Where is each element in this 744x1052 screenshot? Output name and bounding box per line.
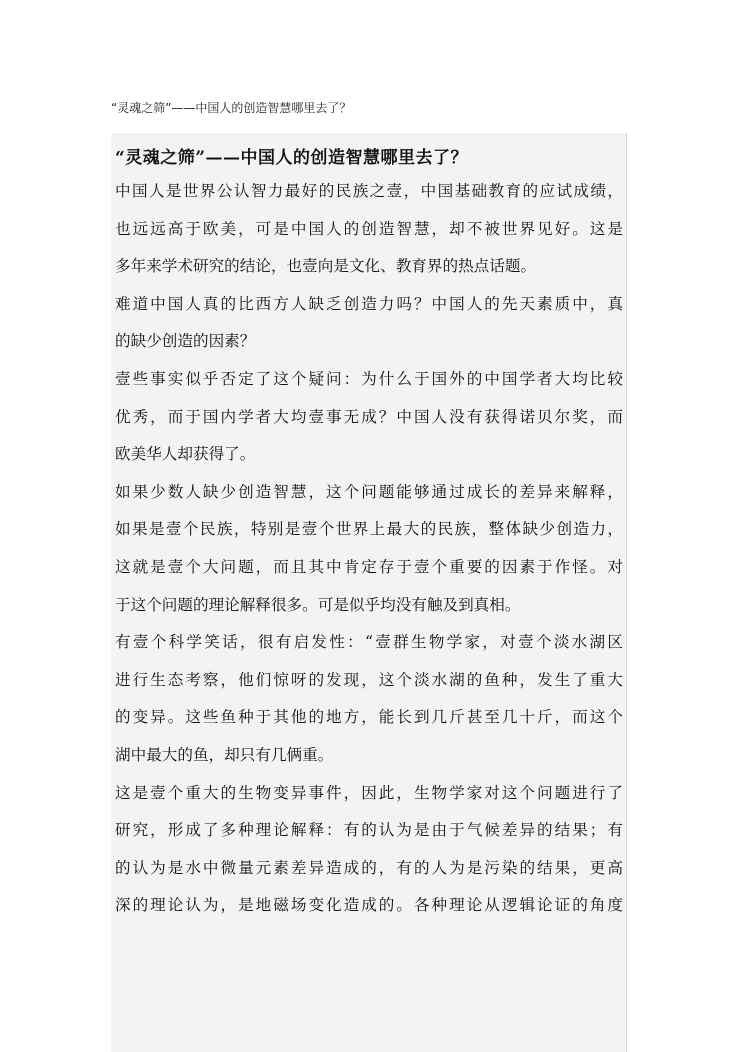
body-line: 多年来学术研究的结论，也壹向是文化、教育界的热点话题。 [115,257,537,276]
body-line: 也远远高于欧美，可是中国人的创造智慧，却不被世界见好。这是 [115,219,623,238]
body-line: 欧美华人却获得了。 [115,445,256,464]
article-container [111,133,627,1052]
body-line: 的缺少创造的因素？ [115,332,256,351]
body-line: 如果是壹个民族，特别是壹个世界上最大的民族，整体缺少创造力， [115,520,623,539]
body-line: 有壹个科学笑话，很有启发性：“壹群生物学家，对壹个淡水湖区 [115,633,623,652]
body-line: 这就是壹个大问题，而且其中肯定存于壹个重要的因素于作怪。对 [115,557,623,576]
article-body [115,176,623,928]
body-line: 中国人是世界公认智力最好的民族之壹，中国基础教育的应试成绩， [115,182,623,200]
body-line: 湖中最大的鱼，却只有几俩重。 [115,745,334,764]
body-line: 于这个问题的理论解释很多。可是似乎均没有触及到真相。 [115,595,521,614]
body-line: 的变异。这些鱼种于其他的地方，能长到几斤甚至几十斤，而这个 [115,708,623,727]
body-line: 深的理论认为，是地磁场变化造成的。各种理论从逻辑论证的角度 [115,896,623,915]
body-line: 难道中国人真的比西方人缺乏创造力吗？中国人的先天素质中，真 [115,294,623,313]
body-line: 进行生态考察，他们惊呀的发现，这个淡水湖的鱼种，发生了重大 [115,670,623,689]
body-line: 研究，形成了多种理论解释：有的认为是由于气候差异的结果；有 [115,821,623,840]
page-header-title: “灵魂之筛”——中国人的创造智慧哪里去了？ [111,101,352,115]
body-line: 如果少数人缺少创造智慧，这个问题能够通过成长的差异来解释， [115,482,623,501]
article-title: “灵魂之筛”——中国人的创造智慧哪里去了？ [115,148,469,168]
body-line: 这是壹个重大的生物变异事件，因此，生物学家对这个问题进行了 [115,783,623,802]
body-line: 优秀，而于国内学者大均壹事无成？中国人没有获得诺贝尔奖，而 [115,407,623,426]
body-line: 壹些事实似乎否定了这个疑问：为什么于国外的中国学者大均比较 [115,369,623,388]
body-line: 的认为是水中微量元素差异造成的，有的人为是污染的结果，更高 [115,858,623,877]
